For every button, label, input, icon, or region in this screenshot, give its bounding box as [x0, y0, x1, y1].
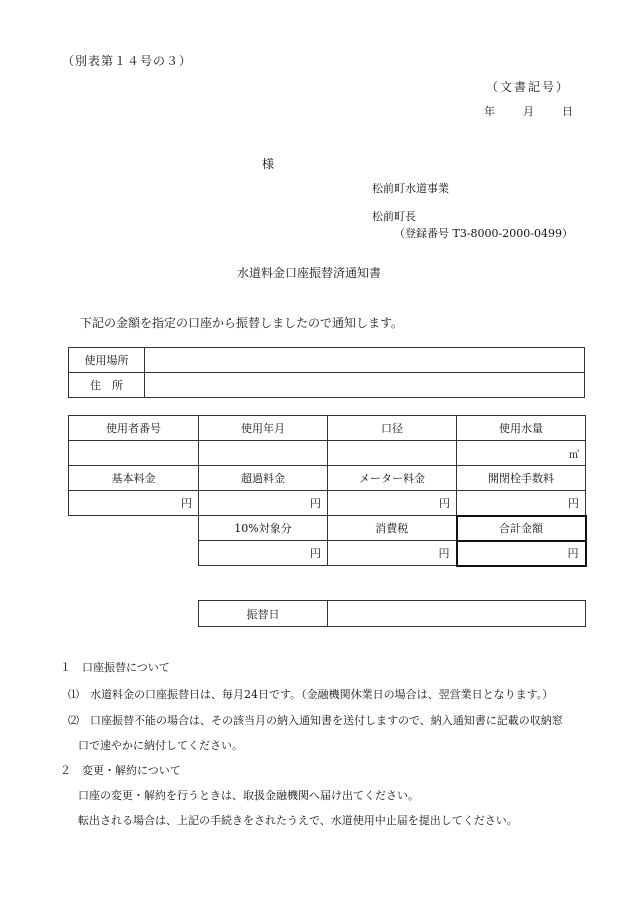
valve-fee-cell: 円	[457, 491, 586, 516]
registration-number: （登録番号 T3-8000-2000-0499）	[394, 227, 573, 240]
valve-fee-header: 開閉栓手数料	[457, 466, 586, 491]
water-volume-header: 使用水量	[457, 416, 586, 441]
document-title: 水道料金口座振替済通知書	[237, 266, 382, 280]
total-amount-header: 合計金額	[457, 516, 586, 541]
diameter-cell	[328, 441, 457, 466]
transfer-date-value	[328, 601, 586, 627]
consumption-tax-cell: 円	[328, 541, 457, 566]
location-table	[68, 347, 585, 398]
table-row	[69, 516, 586, 541]
transfer-date-table	[198, 600, 586, 627]
place-value	[145, 348, 585, 373]
basic-fee-header: 基本料金	[69, 466, 199, 491]
usage-table	[68, 415, 587, 567]
address-value	[145, 373, 585, 398]
usage-month-header: 使用年月	[199, 416, 328, 441]
date-year: 年	[484, 105, 495, 118]
meter-fee-header: メーター料金	[328, 466, 457, 491]
meter-fee-cell: 円	[328, 491, 457, 516]
total-amount-cell: 円	[457, 541, 586, 566]
note-1-c: 口で速やかに納付してください。	[78, 739, 243, 752]
note-2-b: 転出される場合は、上記の手続きをされたうえで、水道使用中止届を提出してください。	[78, 814, 518, 827]
document-number: （文書記号）	[486, 80, 571, 94]
issuer-organization: 松前町水道事業	[372, 182, 449, 195]
taxable-10-header: 10%対象分	[199, 516, 328, 541]
diameter-header: 口径	[328, 416, 457, 441]
table-row	[69, 348, 585, 373]
note-1-b: ⑵ 口座振替不能の場合は、その該当月の納入通知書を送付しますので、納入通知書に記載の収納窓	[68, 714, 563, 727]
table-row	[69, 416, 586, 441]
usage-month-cell	[199, 441, 328, 466]
user-number-cell	[69, 441, 199, 466]
form-label: （別表第１４号の３）	[62, 54, 193, 68]
cubic-meter-unit: ㎥	[569, 449, 579, 461]
basic-fee-cell: 円	[69, 491, 199, 516]
table-row	[69, 466, 586, 491]
date-month: 月	[523, 105, 534, 118]
date-day: 日	[562, 105, 573, 118]
issuer-title: 松前町長	[372, 210, 416, 223]
table-row	[69, 373, 585, 398]
note-1-a: ⑴ 水道料金の口座振替日は、毎月24日です。（金融機関休業日の場合は、翌営業日となります。）	[68, 688, 554, 701]
user-number-header: 使用者番号	[69, 416, 199, 441]
note-2-a: 口座の変更・解約を行うときは、取扱金融機関へ届け出てください。	[78, 789, 419, 802]
consumption-tax-header: 消費税	[328, 516, 457, 541]
water-volume-cell	[457, 441, 586, 466]
excess-fee-header: 超過料金	[199, 466, 328, 491]
table-row	[69, 441, 586, 466]
blank-cell	[69, 541, 199, 566]
note-2-title: ２ 変更・解約について	[60, 764, 181, 777]
note-1-title: １ 口座振替について	[60, 661, 170, 674]
table-row	[69, 541, 586, 566]
table-row	[199, 601, 586, 627]
date-line	[484, 103, 573, 119]
blank-cell	[69, 516, 199, 541]
taxable-10-cell: 円	[199, 541, 328, 566]
transfer-date-label: 振替日	[199, 601, 328, 627]
addressee-honorific: 様	[262, 157, 275, 171]
lead-text: 下記の金額を指定の口座から振替しましたので通知します。	[80, 316, 404, 330]
place-label: 使用場所	[69, 348, 145, 373]
excess-fee-cell: 円	[199, 491, 328, 516]
address-label: 住 所	[69, 373, 145, 398]
table-row	[69, 491, 586, 516]
